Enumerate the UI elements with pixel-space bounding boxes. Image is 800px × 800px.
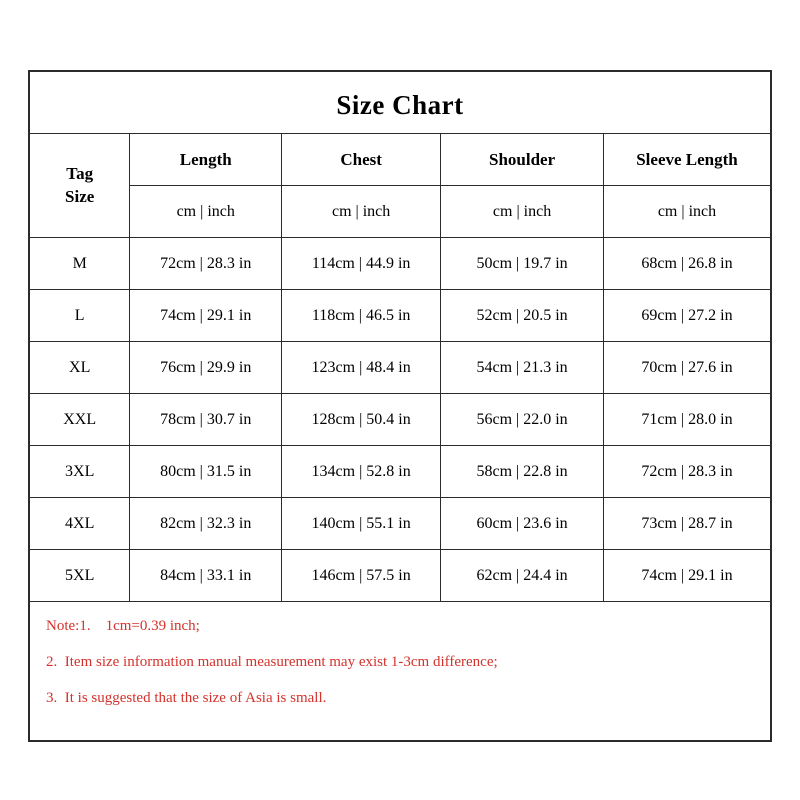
cell-shoulder: 54cm | 21.3 in [441, 342, 604, 394]
cell-chest: 134cm | 52.8 in [282, 446, 441, 498]
cell-chest: 114cm | 44.9 in [282, 238, 441, 290]
table-row [30, 498, 770, 550]
header-tag-size [30, 134, 130, 238]
note-line-3: 3. It is suggested that the size of Asia is small. [46, 689, 327, 706]
cell-size: L [30, 290, 130, 342]
cell-size: M [30, 238, 130, 290]
cell-shoulder: 52cm | 20.5 in [441, 290, 604, 342]
size-chart-table [30, 133, 770, 602]
table-row [30, 446, 770, 498]
cell-chest: 128cm | 50.4 in [282, 394, 441, 446]
cell-shoulder: 60cm | 23.6 in [441, 498, 604, 550]
table-row [30, 290, 770, 342]
note-line-2: 2. Item size information manual measurement may exist 1-3cm difference; [46, 653, 498, 670]
cell-sleeve: 71cm | 28.0 in [603, 394, 770, 446]
table-row [30, 238, 770, 290]
cell-chest: 123cm | 48.4 in [282, 342, 441, 394]
unit-length: cm | inch [130, 186, 282, 238]
table-row [30, 394, 770, 446]
header-tag-line2: Size [65, 186, 95, 206]
cell-shoulder: 58cm | 22.8 in [441, 446, 604, 498]
cell-length: 72cm | 28.3 in [130, 238, 282, 290]
cell-sleeve: 68cm | 26.8 in [603, 238, 770, 290]
header-shoulder: Shoulder [441, 134, 604, 186]
size-chart-card [28, 70, 772, 742]
cell-sleeve: 72cm | 28.3 in [603, 446, 770, 498]
note-line-1: Note:1. 1cm=0.39 inch; [46, 618, 200, 634]
cell-size: 4XL [30, 498, 130, 550]
cell-sleeve: 70cm | 27.6 in [603, 342, 770, 394]
unit-chest: cm | inch [282, 186, 441, 238]
cell-shoulder: 56cm | 22.0 in [441, 394, 604, 446]
cell-sleeve: 74cm | 29.1 in [603, 550, 770, 602]
cell-size: 3XL [30, 446, 130, 498]
header-length: Length [130, 134, 282, 186]
header-sleeve-length: Sleeve Length [603, 134, 770, 186]
cell-shoulder: 62cm | 24.4 in [441, 550, 604, 602]
page-title: Size Chart [336, 90, 464, 120]
cell-size: 5XL [30, 550, 130, 602]
cell-chest: 140cm | 55.1 in [282, 498, 441, 550]
cell-length: 80cm | 31.5 in [130, 446, 282, 498]
cell-sleeve: 69cm | 27.2 in [603, 290, 770, 342]
cell-size: XL [30, 342, 130, 394]
cell-chest: 146cm | 57.5 in [282, 550, 441, 602]
table-row [30, 342, 770, 394]
header-row-labels [30, 134, 770, 186]
header-tag-line1: Tag [66, 163, 94, 183]
table-header [30, 134, 770, 238]
table-body [30, 238, 770, 602]
cell-length: 82cm | 32.3 in [130, 498, 282, 550]
unit-sleeve: cm | inch [603, 186, 770, 238]
cell-length: 74cm | 29.1 in [130, 290, 282, 342]
cell-length: 76cm | 29.9 in [130, 342, 282, 394]
cell-size: XXL [30, 394, 130, 446]
header-row-units [30, 186, 770, 238]
notes-section [30, 602, 770, 709]
cell-sleeve: 73cm | 28.7 in [603, 498, 770, 550]
cell-shoulder: 50cm | 19.7 in [441, 238, 604, 290]
table-row [30, 550, 770, 602]
cell-chest: 118cm | 46.5 in [282, 290, 441, 342]
header-chest: Chest [282, 134, 441, 186]
cell-length: 78cm | 30.7 in [130, 394, 282, 446]
unit-shoulder: cm | inch [441, 186, 604, 238]
cell-length: 84cm | 33.1 in [130, 550, 282, 602]
